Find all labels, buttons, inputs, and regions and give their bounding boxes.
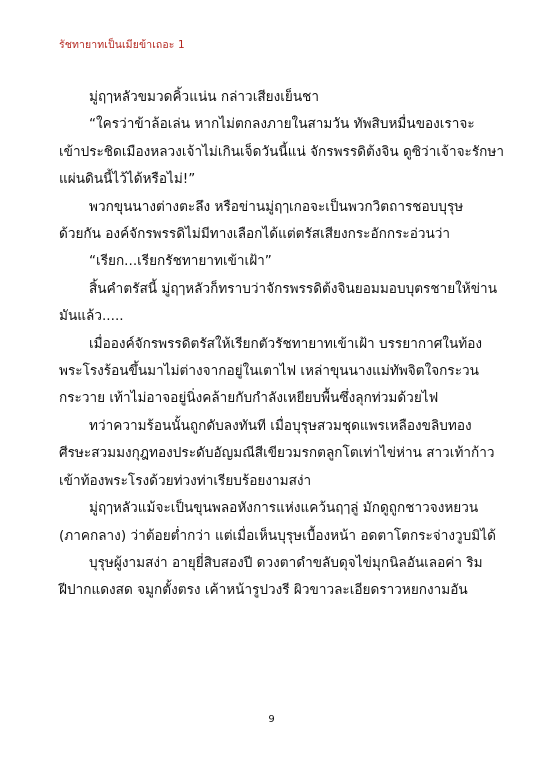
text-line: “ใครว่าข้าล้อเล่น หากไม่ตกลงภายในสามวัน ทัพสิบหมื่นของเราจะ xyxy=(89,116,475,133)
text-line: ทว่าความร้อนนั้นถูกดับลงทันที เมื่อบุรุษสวมชุดแพรเหลืองขลิบทอง xyxy=(89,417,472,434)
running-header: รัชทายาทเป็นเมียข้าเถอะ 1 xyxy=(59,39,185,51)
text-line: สิ้นคำตรัสนี้ มู่ฤๅหลัวก็ทราบว่าจักรพรรดิต้งจินยอมมอบบุตรชายให้ข่าน xyxy=(89,280,497,297)
text-line: แผ่นดินนี้ไว้ได้หรือไม่!” xyxy=(59,171,196,188)
body-text xyxy=(59,84,504,605)
text-line: เข้าประชิดเมืองหลวงเจ้าไม่เกินเจ็ดวันนี้แน่ จักรพรรดิต้งจิน ดูซิว่าเจ้าจะรักษา xyxy=(59,143,504,160)
text-line: “เรียก...เรียกรัชทายาทเข้าเฝ้า” xyxy=(89,253,272,270)
text-line: (ภาคกลาง) ว่าต้อยต่ำกว่า แต่เมื่อเห็นบุรุษเบื้องหน้า อดตาโตกระจ่างวูบมิได้ xyxy=(59,527,496,544)
text-line: เมื่อองค์จักรพรรดิตรัสให้เรียกตัวรัชทายาทเข้าเฝ้า บรรยากาศในท้อง xyxy=(89,335,483,352)
text-line: พวกขุนนางต่างตะลึง หรือข่านมู่ฤๅเกอจะเป็นพวกวิตถารชอบบุรุษ xyxy=(89,198,464,215)
text-line: บุรุษผู้งามสง่า อายุยี่สิบสองปี ดวงตาดำขลับดุจไข่มุกนิลอันเลอค่า ริม xyxy=(89,554,483,571)
text-line: ฝีปากแดงสด จมูกตั้งตรง เค้าหน้ารูปวงรี ผิวขาวละเอียดราวหยกงามอัน xyxy=(59,582,468,599)
page-number: 9 xyxy=(268,714,275,725)
text-line: มู่ฤๅหลัวแม้จะเป็นขุนพลอหังการแห่งแคว้นฤๅลู่ มักดูถูกชาวจงหยวน xyxy=(89,500,479,517)
text-line: กระวาย เท้าไม่อาจอยู่นิ่งคล้ายกับกำลังเหยียบพื้นซึ่งลุกท่วมด้วยไฟ xyxy=(59,390,439,407)
text-line: มันแล้ว..... xyxy=(59,308,124,325)
text-line: ศีรษะสวมมงกุฎทองประดับอัญมณีสีเขียวมรกตลูกโตเท่าไข่ห่าน สาวเท้าก้าว xyxy=(59,445,495,462)
text-line: เข้าท้องพระโรงด้วยท่วงท่าเรียบร้อยงามสง่า xyxy=(59,472,312,489)
text-line: พระโรงร้อนขึ้นมาไม่ต่างจากอยู่ในเตาไฟ เหล่าขุนนางแม่ทัพจิตใจกระวน xyxy=(59,363,479,380)
text-line: มู่ฤๅหลัวขมวดคิ้วแน่น กล่าวเสียงเย็นชา xyxy=(89,89,319,105)
text-line: ด้วยกัน องค์จักรพรรดิไม่มีทางเลือกได้แต่ตรัสเสียงกระอักกระอ่วนว่า xyxy=(59,226,451,243)
